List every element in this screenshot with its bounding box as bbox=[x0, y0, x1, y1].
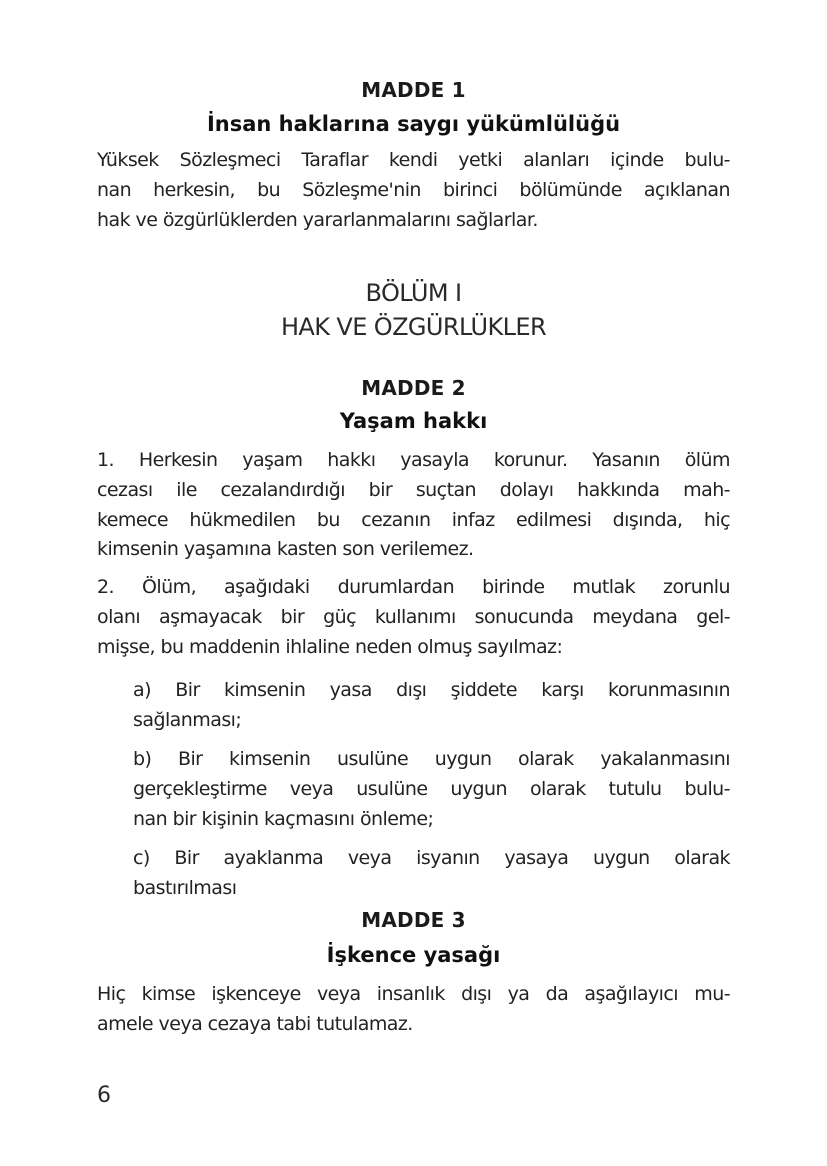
article-1-title: İnsan haklarına saygı yükümlülüğü bbox=[206, 112, 621, 136]
text-line: Hiç kimse işkenceye veya insanlık dışı ya da aşağılayıcı mu- bbox=[97, 983, 730, 1005]
text-line: 2. Ölüm, aşağıdaki durumlardan birinde mutlak zorunlu bbox=[97, 576, 730, 598]
text-line: olanı aşmayacak bir güç kullanımı sonucunda meydana gel- bbox=[97, 605, 730, 628]
text-line: amele veya cezaya tabi tutulamaz. bbox=[97, 1012, 413, 1035]
article-1-body bbox=[97, 146, 730, 235]
article-2-item-c bbox=[133, 844, 730, 904]
article-2-title: Yaşam hakkı bbox=[339, 409, 488, 433]
article-3-title: İşkence yasağı bbox=[326, 943, 501, 967]
section-title: HAK VE ÖZGÜRLÜKLER bbox=[280, 313, 547, 341]
text-line: kimsenin yaşamına kasten son verilemez. bbox=[97, 538, 474, 561]
article-2-paragraph-2 bbox=[97, 573, 730, 662]
article-3-body bbox=[97, 980, 730, 1040]
text-line: nan bir kişinin kaçmasını önleme; bbox=[133, 807, 434, 830]
text-line: c) Bir ayaklanma veya isyanın yasaya uygun olarak bbox=[133, 847, 730, 869]
text-line: cezası ile cezalandırdığı bir suçtan dolayı hakkında mah- bbox=[97, 478, 730, 501]
text-line: bastırılması bbox=[133, 876, 237, 899]
page-number: 6 bbox=[97, 1083, 111, 1108]
text-line: kemece hükmedilen bu cezanın infaz edilmesi dışında, hiç bbox=[97, 508, 730, 531]
text-line: mişse, bu maddenin ihlaline neden olmuş sayılmaz: bbox=[97, 635, 563, 658]
article-1-heading: MADDE 1 bbox=[361, 78, 466, 102]
text-line: hak ve özgürlüklerden yararlanmalarını sağlarlar. bbox=[97, 208, 538, 231]
text-line: gerçekleştirme veya usulüne uygun olarak tutulu bulu- bbox=[133, 777, 730, 800]
article-2-item-b bbox=[133, 745, 730, 834]
text-line: sağlanması; bbox=[133, 708, 242, 731]
article-2-heading: MADDE 2 bbox=[361, 376, 466, 400]
text-line: Yüksek Sözleşmeci Taraflar kendi yetki alanları içinde bulu- bbox=[97, 149, 730, 171]
text-line: b) Bir kimsenin usulüne uygun olarak yakalanmasını bbox=[133, 748, 730, 770]
text-line: a) Bir kimsenin yasa dışı şiddete karşı korunmasının bbox=[133, 679, 730, 701]
document-page bbox=[97, 0, 730, 1166]
text-line: nan herkesin, bu Sözleşme'nin birinci bölümünde açıklanan bbox=[97, 178, 730, 201]
article-2-paragraph-1 bbox=[97, 446, 730, 565]
section-label: BÖLÜM I bbox=[365, 279, 462, 307]
article-3-heading: MADDE 3 bbox=[361, 908, 466, 932]
article-2-item-a bbox=[133, 676, 730, 736]
text-line: 1. Herkesin yaşam hakkı yasayla korunur. Yasanın ölüm bbox=[97, 449, 730, 471]
